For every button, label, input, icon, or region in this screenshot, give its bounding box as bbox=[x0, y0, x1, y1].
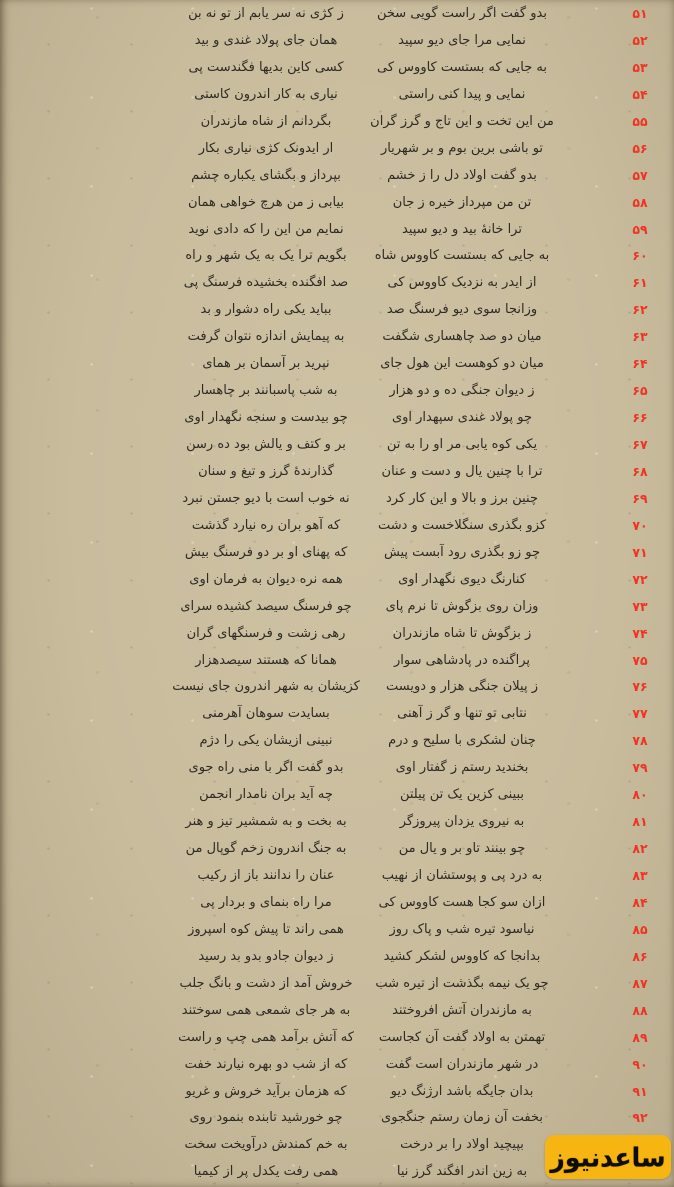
hemistich-left: به پیمایش اندازه نتوان گرفت bbox=[187, 329, 345, 345]
hemistich-right: کنارنگ دیوی نگهدار اوی bbox=[398, 571, 526, 587]
verse-row bbox=[0, 674, 674, 701]
verse-number: ۶۲ bbox=[632, 302, 648, 318]
hemistich-right: بخفت آن زمان رستم جنگجوی bbox=[381, 1110, 543, 1126]
verse-number: ۸۳ bbox=[632, 868, 648, 883]
verse-number: ۸۹ bbox=[632, 1029, 648, 1045]
verse-number: ۹۰ bbox=[632, 1056, 648, 1072]
hemistich-left: که از شب دو بهره نیارند خفت bbox=[184, 1056, 348, 1072]
hemistich-left: به خم کمندش درآویخت سخت bbox=[184, 1137, 348, 1153]
hemistich-right: به نیروی یزدان پیروزگر bbox=[399, 814, 525, 830]
hemistich-right: به مازندران آتش افروختند bbox=[392, 1002, 532, 1018]
hemistich-left: که آهو بران ره نیارد گذشت bbox=[191, 517, 341, 533]
verse-row bbox=[0, 971, 674, 998]
verse-row bbox=[0, 459, 674, 486]
verse-number: ۵۱ bbox=[632, 6, 648, 21]
verse-number: ۸۵ bbox=[632, 921, 648, 937]
verse-row bbox=[0, 109, 674, 136]
hemistich-right: وزانجا سوی دیو فرسنگ صد bbox=[386, 302, 538, 318]
verse-row bbox=[0, 1079, 674, 1106]
hemistich-right: کزو بگذری سنگلاخست و دشت bbox=[377, 517, 547, 533]
verse-number: ۶۱ bbox=[632, 275, 648, 291]
hemistich-right: بدانجا که کاووس لشکر کشید bbox=[383, 948, 541, 964]
verse-number: ۹۲ bbox=[632, 1110, 648, 1126]
hemistich-right: چو زو بگذری رود آبست پیش bbox=[383, 544, 541, 560]
hemistich-left: همان جای پولاد غندی و بید bbox=[194, 32, 338, 48]
hemistich-left: ز دیوان جادو بدو بد رسید bbox=[198, 948, 334, 964]
verse-number: ۶۳ bbox=[632, 329, 648, 345]
verse-row bbox=[0, 621, 674, 648]
verse-number: ۷۸ bbox=[632, 733, 648, 749]
hemistich-left: بگردانم از شاه مازندران bbox=[200, 113, 332, 129]
hemistich-right: بدو گفت اگر راست گویی سخن bbox=[377, 6, 547, 21]
verse-row bbox=[0, 863, 674, 890]
verse-row bbox=[0, 297, 674, 324]
hemistich-right: ز بزگوش تا شاه مازندران bbox=[392, 625, 532, 641]
verse-number: ۸۰ bbox=[632, 787, 648, 803]
verse-number: ۷۶ bbox=[632, 679, 648, 695]
hemistich-left: بدو گفت اگر با منی راه جوی bbox=[188, 760, 344, 776]
verse-number: ۷۴ bbox=[632, 625, 648, 641]
hemistich-left: صد افگنده بخشیده فرسنگ پی bbox=[183, 275, 349, 291]
hemistich-left: چه آید بران نامدار انجمن bbox=[199, 787, 333, 803]
hemistich-left: همی راند تا پیش کوه اسپروز bbox=[188, 921, 344, 937]
verse-row bbox=[0, 217, 674, 244]
verse-number: ۸۱ bbox=[632, 814, 648, 830]
hemistich-right: چو یک نیمه بگذشت از تیره شب bbox=[375, 975, 549, 991]
hemistich-right: ترا خانهٔ بید و دیو سپید bbox=[402, 221, 522, 237]
verse-number: ۵۲ bbox=[632, 32, 648, 48]
hemistich-right: بدو گفت اولاد دل را ز خشم bbox=[387, 167, 537, 183]
verse-row bbox=[0, 567, 674, 594]
hemistich-right: تو باشی برین بوم و بر شهریار bbox=[380, 140, 544, 156]
verse-number: ۵۸ bbox=[632, 194, 648, 210]
verse-row bbox=[0, 648, 674, 675]
verse-number: ۸۷ bbox=[632, 975, 648, 991]
hemistich-right: به جایی که بستست کاووس کی bbox=[377, 59, 547, 75]
saednews-logo-text: ساعدنیوز bbox=[550, 1141, 666, 1173]
hemistich-right: چنان لشکری با سلیح و درم bbox=[388, 733, 536, 749]
verse-number: ۶۶ bbox=[632, 410, 648, 426]
hemistich-left: که هزمان برآید خروش و غریو bbox=[185, 1083, 347, 1099]
hemistich-right: بپیچید اولاد را بر درخت bbox=[400, 1137, 524, 1153]
hemistich-left: مرا راه بنمای و بردار پی bbox=[200, 894, 332, 910]
verse-row bbox=[0, 701, 674, 728]
verse-row bbox=[0, 28, 674, 55]
hemistich-left: نیاری به کار اندرون کاستی bbox=[194, 86, 338, 102]
hemistich-right: چو پولاد غندی سپهدار اوی bbox=[391, 410, 533, 426]
verse-row bbox=[0, 243, 674, 270]
verse-number: ۶۴ bbox=[632, 356, 648, 372]
hemistich-right: وزان روی بزگوش تا نرم پای bbox=[385, 598, 539, 614]
verse-row bbox=[0, 136, 674, 163]
hemistich-left: بیابی ز من هرچ خواهی همان bbox=[187, 194, 345, 210]
verse-row bbox=[0, 163, 674, 190]
hemistich-left: چو خورشید تابنده بنمود روی bbox=[189, 1110, 343, 1126]
hemistich-right: چو بینند تاو بر و یال من bbox=[398, 841, 526, 857]
verse-row bbox=[0, 540, 674, 567]
verse-number: ۵۹ bbox=[632, 221, 648, 237]
verse-row bbox=[0, 594, 674, 621]
verse-row bbox=[0, 351, 674, 378]
hemistich-right: من این تخت و این تاج و گرز گران bbox=[370, 113, 554, 129]
hemistich-left: به جنگ اندرون زخم گوپال من bbox=[185, 841, 347, 857]
hemistich-left: نپرید بر آسمان بر همای bbox=[202, 356, 330, 372]
verse-number: ۷۷ bbox=[632, 706, 648, 722]
verse-number: ۷۹ bbox=[632, 760, 648, 776]
hemistich-right: تن من مپرداز خیره ز جان bbox=[392, 194, 532, 210]
verse-row bbox=[0, 1, 674, 28]
hemistich-right: نتابی تو تنها و گر ز آهنی bbox=[397, 706, 527, 722]
hemistich-right: ترا با چنین یال و دست و عنان bbox=[381, 463, 543, 479]
hemistich-right: ز دیوان جنگی ده و دو هزار bbox=[389, 383, 535, 399]
hemistich-right: تهمتن به اولاد گفت آن کجاست bbox=[378, 1029, 546, 1045]
hemistich-left: نبینی ازیشان یکی را دژم bbox=[199, 733, 333, 749]
hemistich-left: بباید یکی راه دشوار و بد bbox=[200, 302, 332, 318]
hemistich-left: بگویم ترا یک به یک شهر و راه bbox=[185, 248, 347, 264]
verse-number: ۶۵ bbox=[632, 383, 648, 399]
hemistich-right: نمایی و پیدا کنی راستی bbox=[398, 86, 526, 102]
hemistich-right: ازان سو کجا هست کاووس کی bbox=[378, 894, 546, 910]
verse-row bbox=[0, 55, 674, 82]
hemistich-right: میان دو صد چاهساری شگفت bbox=[382, 329, 542, 345]
verse-row bbox=[0, 998, 674, 1025]
hemistich-right: پراگنده در پادشاهی سوار bbox=[393, 652, 531, 668]
verse-number: ۶۹ bbox=[632, 490, 648, 506]
verse-list bbox=[0, 1, 674, 1186]
verse-number: ۷۱ bbox=[632, 544, 648, 560]
hemistich-right: به زین اندر افگند گرز نیا bbox=[396, 1164, 528, 1180]
hemistich-left: عنان را ندانند باز از رکیب bbox=[197, 868, 335, 883]
hemistich-left: کسی کاین بدیها فگندست پی bbox=[188, 59, 344, 75]
verse-row bbox=[0, 917, 674, 944]
verse-row bbox=[0, 890, 674, 917]
verse-number: ۶۸ bbox=[632, 463, 648, 479]
hemistich-left: بر و کتف و یالش بود ده رسن bbox=[186, 437, 346, 452]
verse-row bbox=[0, 1025, 674, 1052]
hemistich-right: میان دو کوهست این هول جای bbox=[380, 356, 544, 372]
verse-number: ۷۵ bbox=[632, 652, 648, 668]
hemistich-left: به بخت و به شمشیر تیز و هنر bbox=[185, 814, 347, 830]
hemistich-left: نمایم من این را که دادی نوید bbox=[188, 221, 344, 237]
hemistich-right: بخندید رستم ز گفتار اوی bbox=[395, 760, 529, 776]
hemistich-left: ز کژی نه سر یابم از تو نه بن bbox=[188, 6, 344, 21]
verse-row bbox=[0, 809, 674, 836]
verse-number: ۸۸ bbox=[632, 1002, 648, 1018]
saednews-logo bbox=[545, 1135, 671, 1179]
hemistich-left: رهی زشت و فرسنگهای گران bbox=[186, 625, 346, 641]
hemistich-right: نمایی مرا جای دیو سپید bbox=[398, 32, 526, 48]
verse-row bbox=[0, 270, 674, 297]
hemistich-right: به درد پی و پوستشان از نهیب bbox=[381, 868, 543, 883]
hemistich-left: که آتش برآمد همی چپ و راست bbox=[178, 1029, 354, 1045]
verse-row bbox=[0, 405, 674, 432]
verse-row bbox=[0, 782, 674, 809]
hemistich-left: به شب پاسبانند بر چاهسار bbox=[194, 383, 338, 399]
hemistich-left: که پهنای او بر دو فرسنگ بیش bbox=[184, 544, 348, 560]
hemistich-right: ببینی کزین یک تن پیلتن bbox=[399, 787, 525, 803]
verse-row bbox=[0, 1052, 674, 1079]
verse-number: ۸۶ bbox=[632, 948, 648, 964]
verse-number: ۵۷ bbox=[632, 167, 648, 183]
hemistich-right: چنین برز و بالا و این کار کرد bbox=[385, 490, 539, 506]
verse-row bbox=[0, 728, 674, 755]
hemistich-left: کزیشان به شهر اندرون جای نیست bbox=[172, 679, 360, 695]
verse-row bbox=[0, 513, 674, 540]
hemistich-left: همانا که هستند سیصدهزار bbox=[195, 652, 337, 668]
verse-row bbox=[0, 378, 674, 405]
hemistich-left: خروش آمد از دشت و بانگ جلب bbox=[179, 975, 353, 991]
verse-number: ۵۳ bbox=[632, 59, 648, 75]
hemistich-left: بسایدت سوهان آهرمنی bbox=[202, 706, 330, 722]
verse-row bbox=[0, 755, 674, 782]
hemistich-right: یکی کوه یابی مر او را به تن bbox=[386, 437, 538, 452]
verse-number: ۶۷ bbox=[632, 437, 648, 452]
hemistich-left: نه خوب است با دیو جستن نبرد bbox=[182, 490, 350, 506]
verse-number: ۹۱ bbox=[632, 1083, 648, 1099]
hemistich-left: بپرداز و بگشای یکباره چشم bbox=[191, 167, 341, 183]
hemistich-left: چو بیدست و سنجه نگهدار اوی bbox=[184, 410, 348, 426]
verse-number: ۵۴ bbox=[632, 86, 648, 102]
verse-row bbox=[0, 944, 674, 971]
verse-number: ۸۲ bbox=[632, 841, 648, 857]
hemistich-left: همه نره دیوان به فرمان اوی bbox=[189, 571, 343, 587]
hemistich-right: نیاسود تیره شب و پاک روز bbox=[389, 921, 535, 937]
hemistich-right: به جایی که بستست کاووس شاه bbox=[374, 248, 550, 264]
hemistich-left: چو فرسنگ سیصد کشیده سرای bbox=[180, 598, 352, 614]
verse-row bbox=[0, 1105, 674, 1132]
verse-number: ۸۴ bbox=[632, 894, 648, 910]
verse-number: ۷۲ bbox=[632, 571, 648, 587]
verse-number: ۵۵ bbox=[632, 113, 648, 129]
verse-row bbox=[0, 82, 674, 109]
hemistich-right: ز پیلان جنگی هزار و دویست bbox=[385, 679, 538, 695]
hemistich-left: گذارندهٔ گرز و تیغ و سنان bbox=[198, 463, 334, 479]
hemistich-right: در شهر مازندران است گفت bbox=[385, 1056, 539, 1072]
hemistich-left: همی رفت یکدل پر از کیمیا bbox=[193, 1164, 339, 1180]
verse-number: ۵۶ bbox=[632, 140, 648, 156]
verse-row bbox=[0, 190, 674, 217]
hemistich-left: ار ایدونک کژی نیاری بکار bbox=[198, 140, 334, 156]
verse-row bbox=[0, 486, 674, 513]
verse-number: ۷۰ bbox=[632, 517, 648, 533]
verse-row bbox=[0, 432, 674, 459]
verse-number: ۶۰ bbox=[632, 248, 648, 264]
hemistich-right: از ایدر به نزدیک کاووس کی bbox=[387, 275, 537, 291]
hemistich-right: بدان جایگه باشد ارژنگ دیو bbox=[390, 1083, 534, 1099]
verse-row bbox=[0, 324, 674, 351]
verse-row bbox=[0, 836, 674, 863]
verse-number: ۷۳ bbox=[632, 598, 648, 614]
hemistich-left: به هر جای شمعی همی سوختند bbox=[181, 1002, 351, 1018]
